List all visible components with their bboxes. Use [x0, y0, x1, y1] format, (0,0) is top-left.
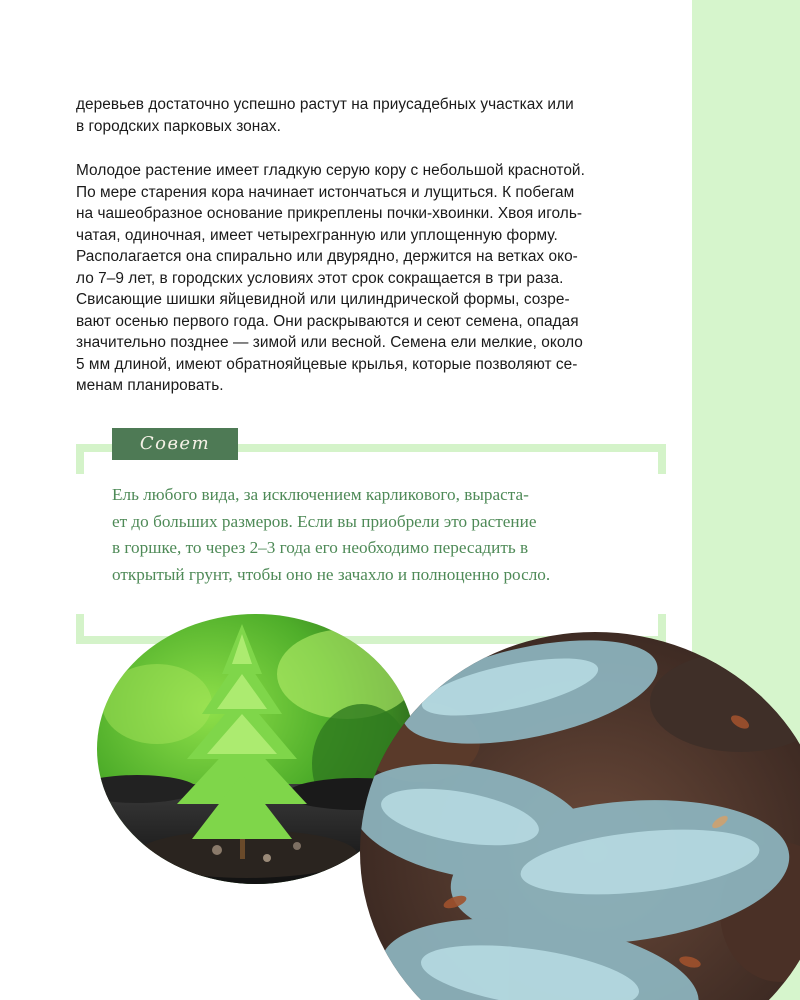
- paragraph-description: [76, 160, 676, 397]
- text-line: в городских парковых зонах.: [76, 117, 281, 135]
- text-line: Свисающие шишки яйцевидной или цилиндрической формы, созре-: [76, 291, 570, 308]
- tip-line: открытый грунт, чтобы оно не зачахло и полноценно росло.: [112, 564, 551, 584]
- text-line: По мере старения кора начинает истончаться и лущиться. К побегам: [76, 183, 575, 201]
- text-line: 5 мм длиной, имеют обратнояйцевые крылья, которые позволяют се-: [76, 355, 578, 373]
- text-line: менам планировать.: [76, 377, 224, 394]
- tip-badge: [112, 428, 238, 460]
- blue-spruce-photo: [360, 632, 800, 1000]
- tip-line: ет до больших размеров. Если вы приобрели это растение: [112, 511, 537, 531]
- text-line: чатая, одиночная, имеет четырехгранную или уплощенную форму.: [76, 226, 558, 244]
- tip-label: Совет: [139, 433, 211, 454]
- tip-line: Ель любого вида, за исключением карликового, выраста-: [112, 485, 529, 504]
- text-line: значительно позднее — зимой или весной. Семена ели мелкие, около: [76, 334, 583, 351]
- text-line: ло 7–9 лет, в городских условиях этот срок сокращается в три раза.: [76, 269, 564, 287]
- paragraph-continued: [76, 94, 676, 137]
- text-line: Располагается она спирально или двурядно, держится на ветках око-: [76, 248, 578, 265]
- text-line: вают осенью первого года. Они раскрываются и сеют семена, опадая: [76, 312, 579, 330]
- tip-text: [112, 482, 652, 588]
- text-line: деревьев достаточно успешно растут на приусадебных участках или: [76, 96, 574, 113]
- tip-line: в горшке, то через 2–3 года его необходимо пересадить в: [112, 538, 529, 557]
- text-line: Молодое растение имеет гладкую серую кору с небольшой краснотой.: [76, 162, 585, 179]
- text-line: на чашеобразное основание прикреплены почки-хвоинки. Хвоя иголь-: [76, 205, 583, 222]
